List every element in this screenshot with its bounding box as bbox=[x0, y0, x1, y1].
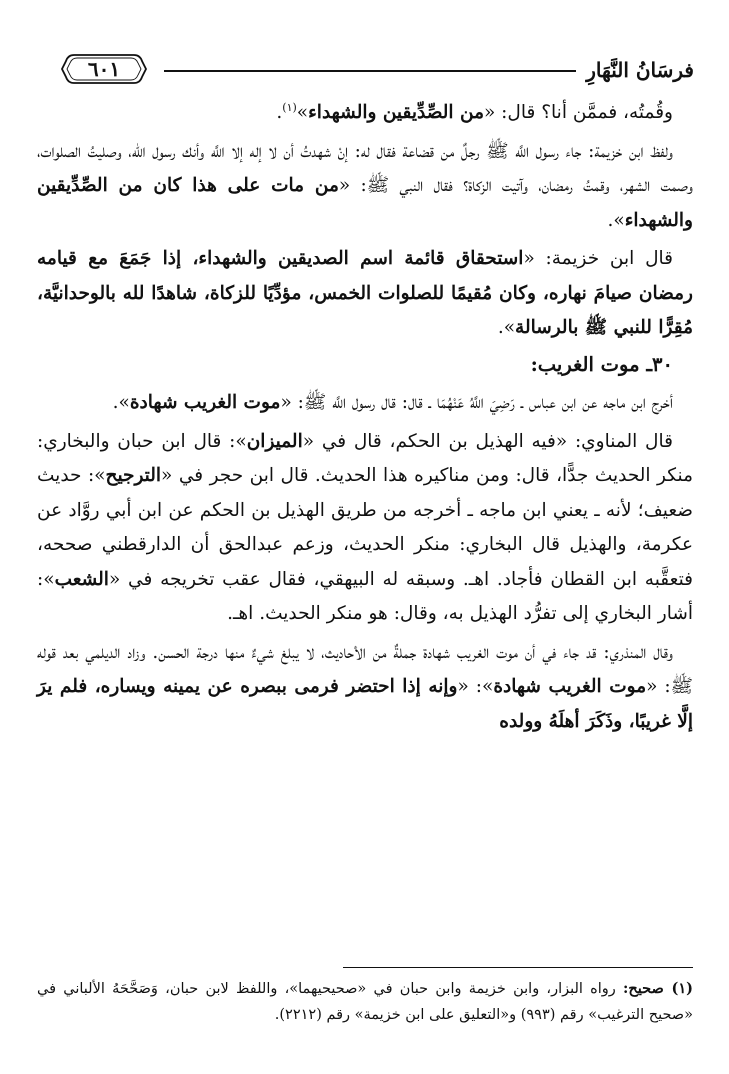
footnote-reference[interactable]: (١) bbox=[282, 100, 297, 114]
footnote-separator bbox=[343, 967, 693, 968]
page-number: ٦٠١ bbox=[87, 57, 121, 81]
quoted-text-bold: ٣٠ـ موت الغريب: bbox=[530, 352, 673, 376]
running-title: فرسَانُ النَّهَارِ bbox=[586, 58, 694, 82]
quoted-text-bold: استحقاق قائمة اسم الصديقين والشهداء، إذا جَمَعَ مع قيامه رمضان صيامَ نهاره، وكان مُقيمًا للصلوات الخمس، مؤدِّيًا للزكاة، شاهدًا لله بالوحدانيَّة، مُقِرًّا للنبي ﷺ بالرسالة bbox=[37, 248, 693, 338]
footnote-text: رواه البزار، وابن خزيمة وابن حبان في «صحيحيهما»، واللفظ لابن حبان، وَصَحَّحَهُ الألباني في «صحيح الترغيب» رقم (٩٩٣) و«التعليق على ابن خزيمة» رقم (٢٢١٢). bbox=[37, 981, 693, 1023]
text-run: » bbox=[296, 102, 309, 123]
body-paragraph bbox=[37, 96, 693, 131]
footnote bbox=[37, 976, 693, 1028]
text-run: أخرج ابن ماجه عن ابن عباس ـ رَضِيَ اللَّهُ عَنْهُمَا ـ قال: قال رسول اللَّه ﷺ: « bbox=[280, 392, 673, 413]
text-run: قال ابن خزيمة: « bbox=[523, 248, 673, 269]
text-run: . bbox=[276, 102, 283, 123]
quoted-text-bold: وإنه إذا احتضر فرمى ببصره عن يمينه ويساره، فلم يرَ إلَّا غريبًا، وذَكَرَ أهلَهُ وولده bbox=[37, 676, 693, 732]
quoted-text-bold: من الصِّدِّيقين والشهداء bbox=[308, 102, 484, 123]
text-run: »: قال ابن حبان والبخاري: منكر الحديث جدًّا، قال: ومن مناكيره هذا الحديث. قال ابن حجر في « bbox=[37, 430, 693, 486]
body-paragraph bbox=[37, 242, 693, 346]
text-run: »: « bbox=[457, 676, 494, 697]
text-run: ولفظ ابن خزيمة: جاء رسول اللَّه ﷺ رجلٌ من قضاعة فقال له: إنْ شهدتُ أن لا إله إلا اللَّه وأنك رسول الله، وصليتُ الصلوات، وصمت الشهر، وقمتُ رمضان، وآتيت الزكاة؟ فقال النبي ﷺ: « bbox=[37, 140, 693, 196]
footnotes bbox=[37, 976, 693, 1028]
page-number-badge bbox=[60, 52, 148, 86]
text-run: »: أشار البخاري إلى تفرُّد الهذيل به، وقال: هو منكر الحديث. اهـ. bbox=[37, 568, 693, 624]
quoted-text-bold: موت الغريب شهادة bbox=[493, 676, 647, 697]
body-paragraph bbox=[37, 135, 693, 239]
body-paragraph bbox=[37, 386, 693, 421]
text-run: وقال المنذري: قد جاء في أن موت الغريب شهادة جملةٌ من الأحاديث، لا يبلغ شيءٌ منها درجة الحسن. وزاد الديلمي بعد قوله ﷺ: « bbox=[37, 641, 693, 697]
header-rule bbox=[164, 70, 576, 72]
text-run: قال المناوي: «فيه الهذيل بن الحكم، قال في « bbox=[302, 430, 673, 452]
main-text bbox=[37, 96, 693, 739]
body-paragraph bbox=[37, 636, 693, 740]
quoted-text-bold: موت الغريب شهادة bbox=[129, 392, 281, 413]
text-run: ». bbox=[497, 317, 516, 338]
text-run: ». bbox=[607, 209, 625, 231]
quoted-text-bold: الشعب bbox=[54, 568, 109, 590]
page-header bbox=[60, 52, 694, 92]
footnote-label: (١) صحيح: bbox=[623, 980, 694, 997]
quoted-text-bold: من مات على هذا كان من الصِّدِّيقين والشهداء bbox=[37, 175, 693, 231]
text-run: وقُمتُه، فممَّن أنا؟ قال: « bbox=[483, 102, 673, 123]
quoted-text-bold: الميزان bbox=[246, 430, 303, 452]
section-heading bbox=[37, 348, 693, 383]
text-run: »: حديث ضعيف؛ لأنه ـ يعني ابن ماجه ـ أخرجه من طريق الهذيل بن الحكم عن ابن أبي روَّاد عن عكرمة، والهذيل قال البخاري: منكر الحديث، وزعم عبدالحق أن الدارقطني صححه، فتعقَّبه ابن القطان فأجاد. اهـ. وسبقه له البيهقي، فقال عقب تخريجه في « bbox=[37, 465, 693, 590]
body-paragraph bbox=[37, 425, 693, 632]
quoted-text-bold: الترجيح bbox=[105, 465, 162, 486]
text-run: ». bbox=[112, 392, 130, 413]
